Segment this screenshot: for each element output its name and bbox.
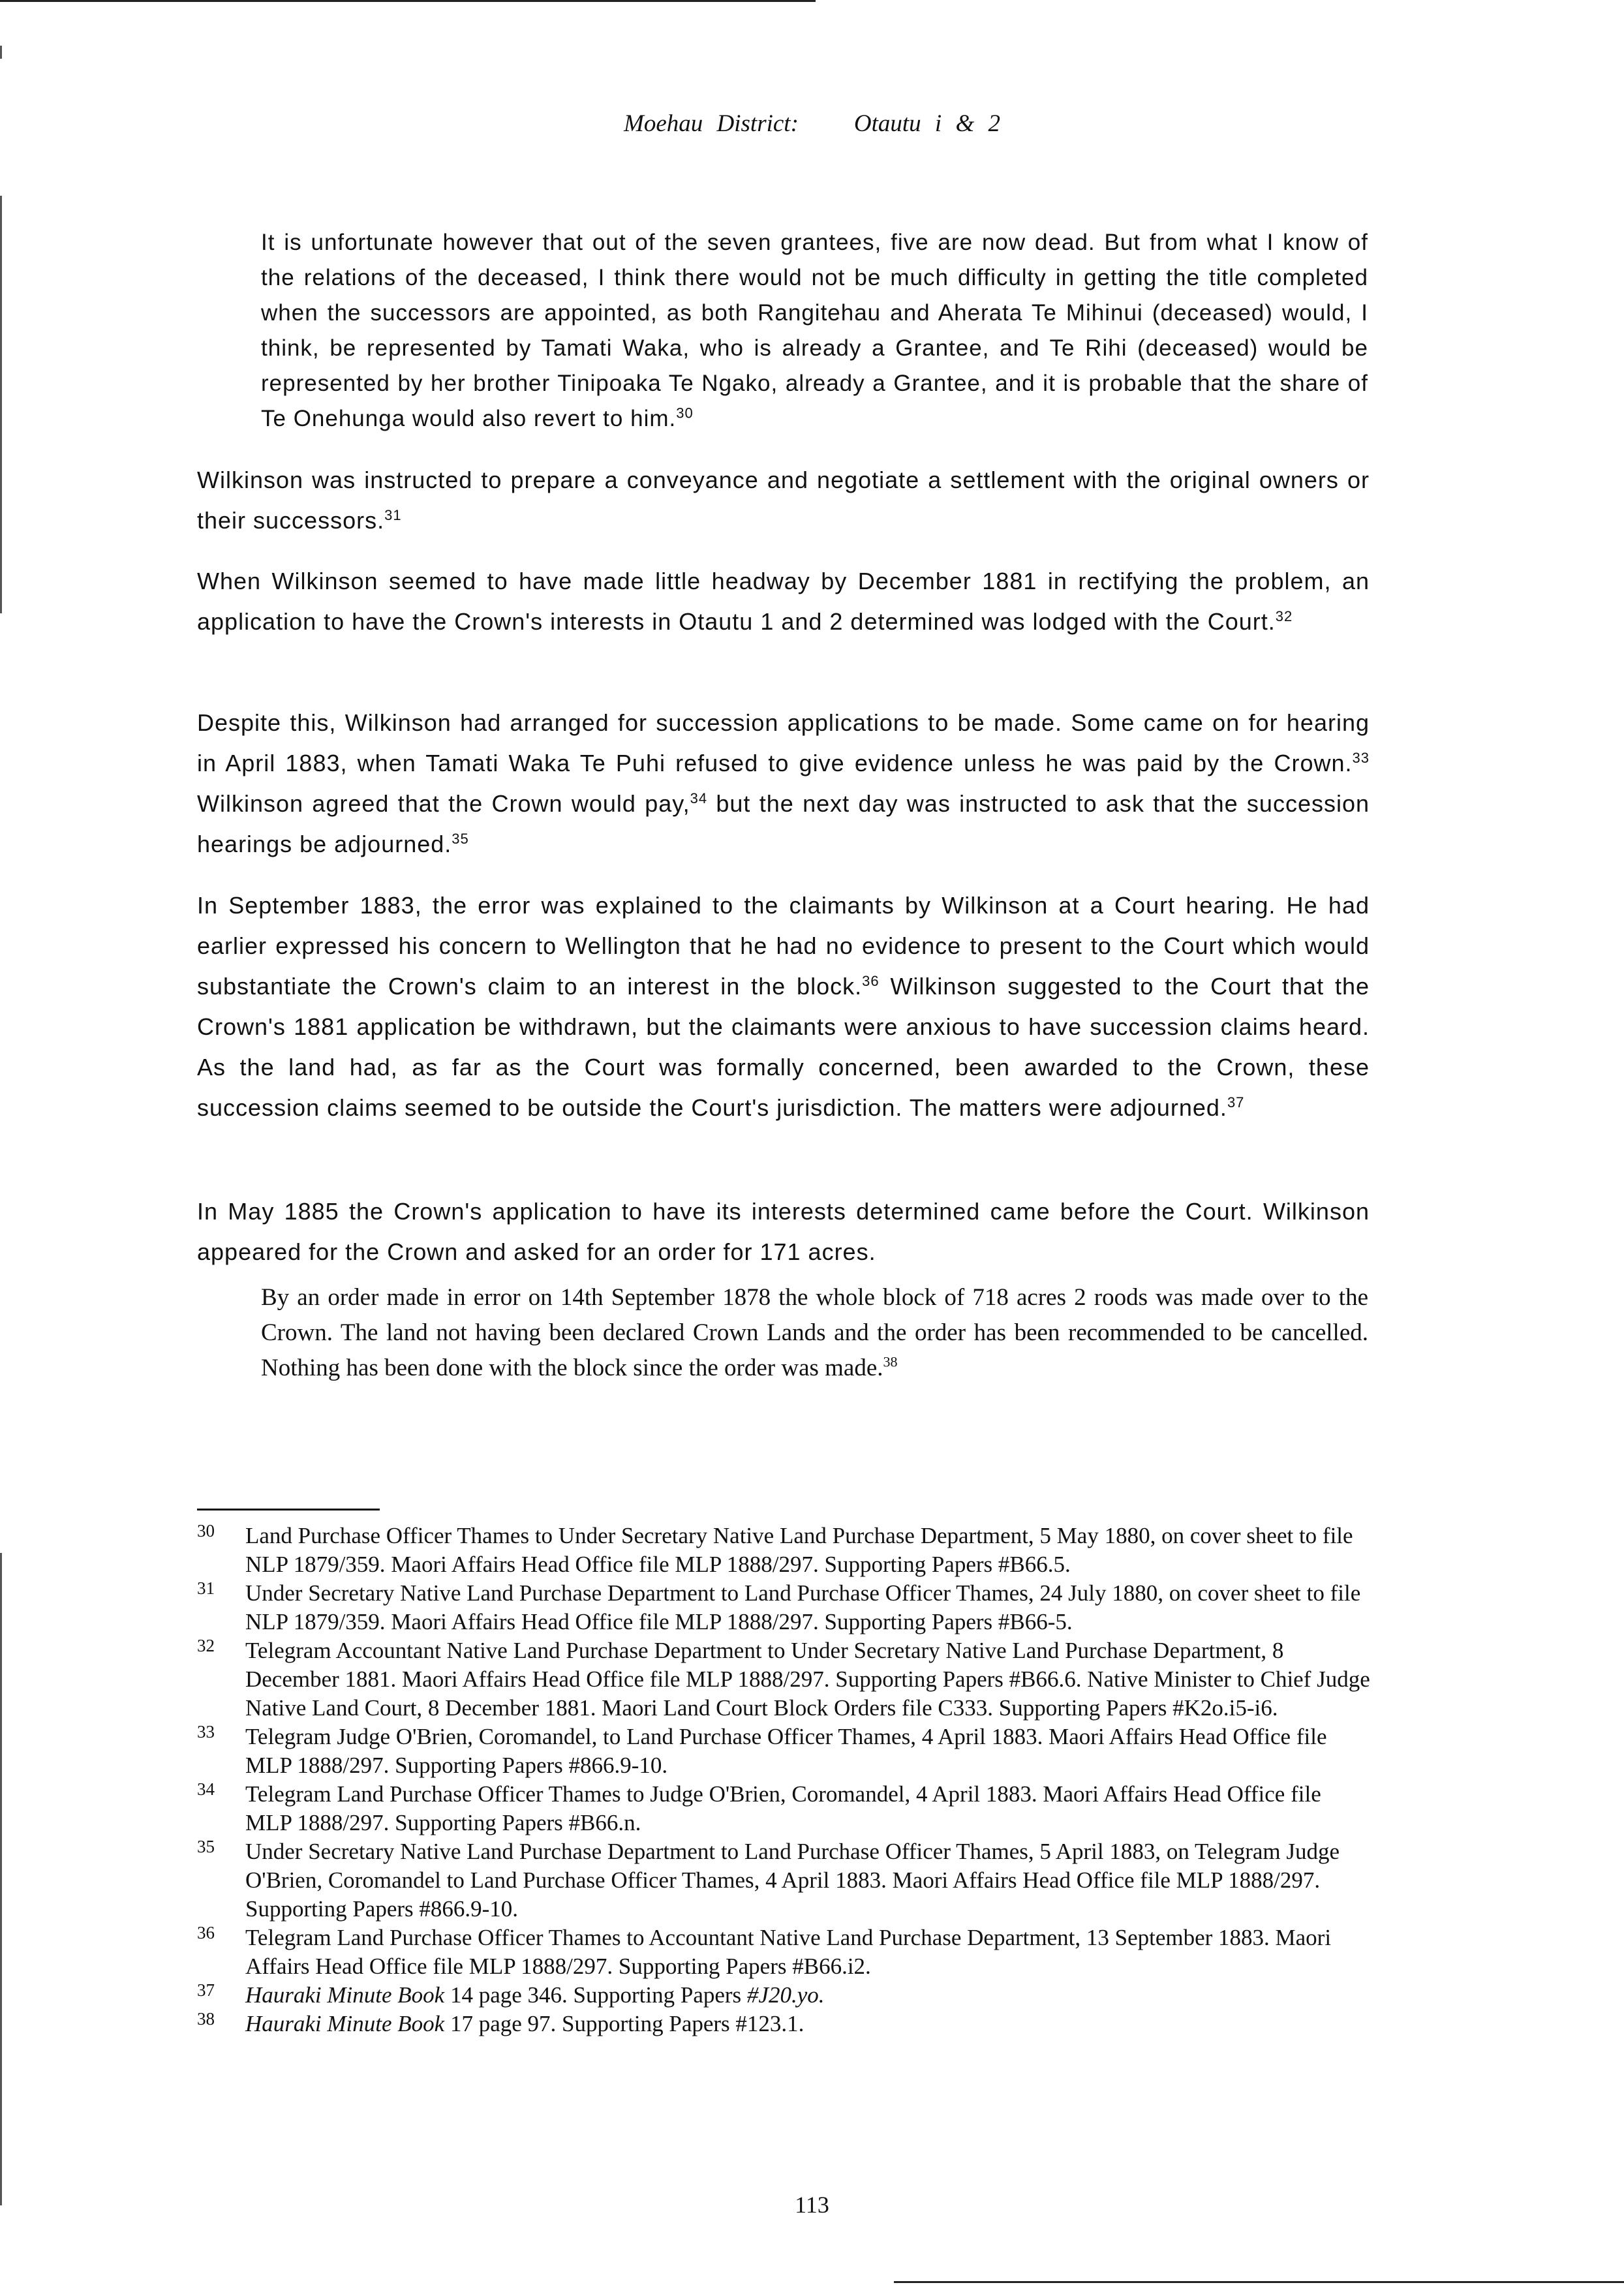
paragraph-4-text-a: In September 1883, the error was explained to the claimants by Wilkinson at a Court hearing. He had earlier expressed his concern to Wellington that he had no evidence to present to the Court which would substantiate the Crown's claim to an interest in the block. (197, 892, 1370, 1000)
footnote-text: Telegram Land Purchase Officer Thames to Accountant Native Land Purchase Department, 13 September 1883. Maori Affairs Head Office file MLP 1888/297. Supporting Papers #B66.i2. (245, 1925, 1332, 1979)
block-quote-2 (261, 1280, 1368, 1386)
paragraph-3-text-b: Wilkinson agreed that the Crown would pay, (197, 790, 690, 817)
footnote-number: 37 (197, 1980, 215, 2000)
footnote-text: Under Secretary Native Land Purchase Department to Land Purchase Officer Thames, 5 April 1883, on Telegram Judge O'Brien, Coromandel to Land Purchase Officer Thames, 4 April 1883. Maori Affairs Head Office file MLP 1888/297. Supporting Papers #866.9-10. (245, 1839, 1340, 1922)
paragraph-2-text: When Wilkinson seemed to have made little headway by December 1881 in rectifying the problem, an application to have the Crown's interests in Otautu 1 and 2 determined was lodged with the Court. (197, 568, 1370, 635)
footnote-text (245, 2011, 804, 2036)
footnote-number: 30 (197, 1521, 215, 1541)
footnote-ref-34: 34 (690, 790, 708, 806)
header-district: Moehau District: (624, 110, 799, 137)
footnote-number: 35 (197, 1837, 215, 1856)
footnote-ref-33: 33 (1352, 750, 1370, 766)
paragraph-3-text-a: Despite this, Wilkinson had arranged for succession applications to be made. Some came on for hearing in April 1883, when Tamati Waka Te Puhi refused to give evidence unless he was paid by the Crown. (197, 709, 1370, 776)
paragraph-4-text-b: Wilkinson suggested to the Court that the Crown's 1881 application be withdrawn, but the claimants were anxious to have succession claims heard. As the land had, as far as the Court was formally concerned, been awarded to the Crown, these succession claims seemed to be outside the Court's jurisdiction. The matters were adjourned. (197, 973, 1370, 1121)
footnote-ref-31: 31 (384, 507, 402, 523)
scan-left-edge-mark (0, 46, 2, 59)
block-quote-1 (261, 225, 1368, 437)
running-header (0, 110, 1624, 138)
footnote-ref-32: 32 (1275, 608, 1293, 624)
footnote-ref-30: 30 (676, 405, 694, 422)
quote-2-text: By an order made in error on 14th September 1878 the whole block of 718 acres 2 roods was made over to the Crown. The land not having been declared Crown Lands and the order has been recommended to be cancelled. Nothing has been done with the block since the order was made. (261, 1284, 1368, 1381)
footnote-37 (197, 1981, 1371, 2010)
scan-left-edge-mark (0, 1553, 2, 2205)
footnote-30 (197, 1522, 1371, 1579)
footnote-text-rest: 14 page 346. Supporting Papers (444, 1982, 747, 2008)
quote-1-text: It is unfortunate however that out of the seven grantees, five are now dead. But from what I know of the relations of the deceased, I think there would not be much difficulty in getting the title completed when the successors are appointed, as both Rangitehau and Aherata Te Mihinui (deceased) would, I think, be represented by Tamati Waka, who is already a Grantee, and Te Rihi (deceased) would be represented by her brother Tinipoaka Te Ngako, already a Grantee, and it is probable that the share of Te Onehunga would also revert to him. (261, 230, 1368, 431)
footnote-number: 34 (197, 1779, 215, 1799)
footnote-number: 38 (197, 2009, 215, 2029)
footnote-36 (197, 1924, 1371, 1981)
footnote-33 (197, 1723, 1371, 1780)
footnote-ref-36: 36 (862, 973, 880, 989)
footnote-text: Under Secretary Native Land Purchase Department to Land Purchase Officer Thames, 24 July 1880, on cover sheet to file NLP 1879/359. Maori Affairs Head Office file MLP 1888/297. Supporting Papers #B66-5. (245, 1580, 1361, 1634)
footnote-number: 36 (197, 1923, 215, 1942)
paragraph-1-text: Wilkinson was instructed to prepare a conveyance and negotiate a settlement with the original owners or their successors. (197, 467, 1370, 534)
footnote-text-rest: 17 page 97. Supporting Papers #123.1. (444, 2011, 804, 2036)
paragraph-5 (197, 1191, 1370, 1272)
footnote-ref-code: #J20.yo. (746, 1982, 825, 2008)
footnote-text: Land Purchase Officer Thames to Under Secretary Native Land Purchase Department, 5 May 1880, on cover sheet to file NLP 1879/359. Maori Affairs Head Office file MLP 1888/297. Supporting Papers #B66.5. (245, 1523, 1353, 1577)
footnote-38 (197, 2010, 1371, 2038)
footnotes (197, 1522, 1371, 2038)
paragraph-3-text-c: but the next day was instructed to ask that the succession hearings be adjourned. (197, 790, 1370, 857)
footnote-text: Telegram Accountant Native Land Purchase Department to Under Secretary Native Land Purchase Department, 8 December 1881. Maori Affairs Head Office file MLP 1888/297. Supporting Papers #B66.6. Native Minister to Chief Judge Native Land Court, 8 December 1881. Maori Land Court Block Orders file C333. Supporting Papers #K2o.i5-i6. (245, 1638, 1370, 1721)
scan-top-edge-line (0, 0, 816, 2)
footnote-35 (197, 1837, 1371, 1924)
footnote-text: Telegram Land Purchase Officer Thames to Judge O'Brien, Coromandel, 4 April 1883. Maori Affairs Head Office file MLP 1888/297. Supporting Papers #B66.n. (245, 1781, 1321, 1835)
paragraph-1 (197, 460, 1370, 541)
paragraph-5-text: In May 1885 the Crown's application to have its interests determined came before the Court. Wilkinson appeared for the Crown and asked for an order for 171 acres. (197, 1198, 1370, 1265)
paragraph-4 (197, 885, 1370, 1128)
footnote-number: 31 (197, 1578, 215, 1598)
header-block: Otautu i & 2 (853, 110, 1000, 137)
footnote-ref-38: 38 (883, 1353, 898, 1370)
footnote-text (245, 1982, 825, 2008)
scan-bottom-edge-line (894, 2281, 1624, 2283)
footnote-source-title: Hauraki Minute Book (245, 1982, 445, 2008)
footnote-number: 33 (197, 1722, 215, 1741)
footnote-34 (197, 1780, 1371, 1837)
footnote-number: 32 (197, 1636, 215, 1655)
paragraph-3 (197, 703, 1370, 865)
footnote-ref-35: 35 (452, 831, 469, 847)
footnote-separator (197, 1509, 380, 1511)
page-number: 113 (795, 2192, 829, 2218)
scan-left-edge-mark (0, 196, 2, 613)
footnote-source-title: Hauraki Minute Book (245, 2011, 445, 2036)
footnote-text: Telegram Judge O'Brien, Coromandel, to Land Purchase Officer Thames, 4 April 1883. Maori Affairs Head Office file MLP 1888/297. Supporting Papers #866.9-10. (245, 1724, 1327, 1778)
paragraph-2 (197, 561, 1370, 642)
footnote-32 (197, 1636, 1371, 1723)
footnote-31 (197, 1579, 1371, 1636)
footnote-ref-37: 37 (1227, 1094, 1245, 1111)
